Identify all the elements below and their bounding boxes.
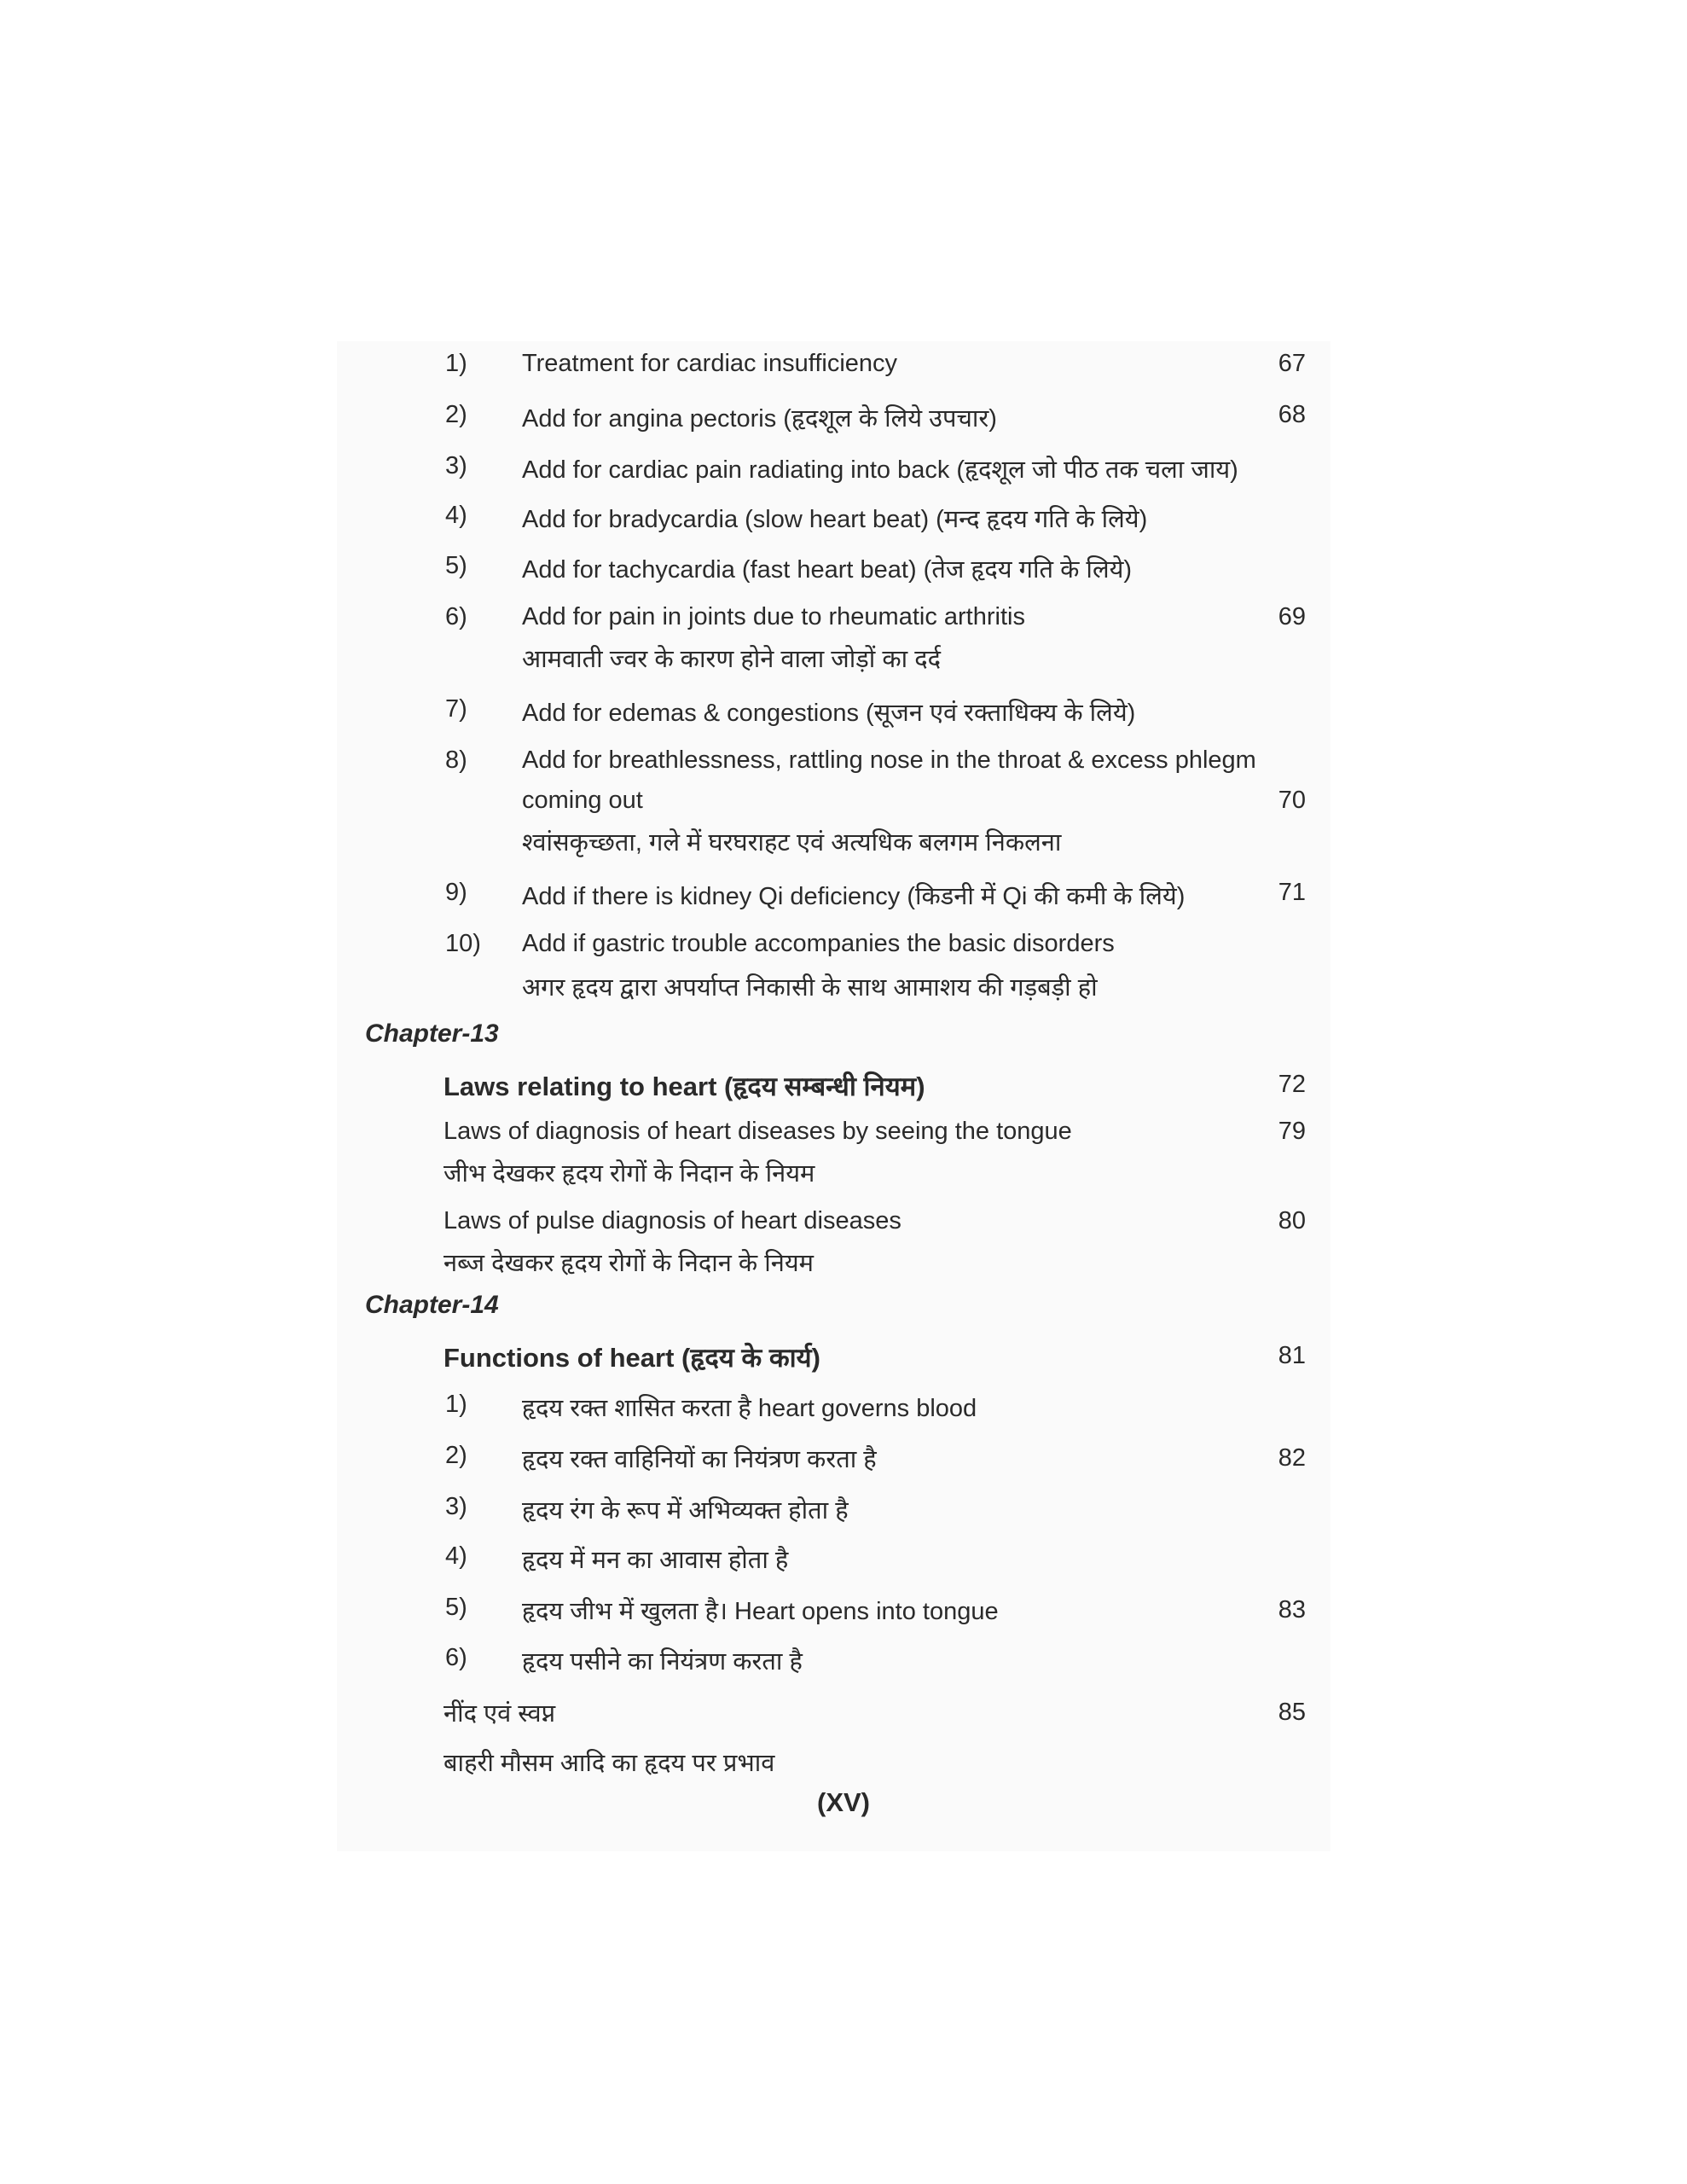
chapter-14-heading: Functions of heart (हृदय के कार्य) (443, 1343, 820, 1373)
law-text: Laws of pulse diagnosis of heart diseases (443, 1207, 901, 1234)
law-text: Laws of diagnosis of heart diseases by seeing the tongue (443, 1118, 1072, 1145)
item-text: Add for breathlessness, rattling nose in the throat & excess phlegm (522, 746, 1256, 774)
item-number: 2) (445, 401, 467, 428)
page-number: 82 (1278, 1444, 1306, 1472)
page-number: 83 (1278, 1596, 1306, 1623)
item-number: 6) (445, 1644, 467, 1671)
item-text: Add for cardiac pain radiating into back (हृदशूल जो पीठ तक चला जाय) (522, 456, 1238, 484)
item-text: Add for edemas & congestions (सूजन एवं रक्ताधिक्य के लिये) (522, 700, 1136, 727)
item-number: 5) (445, 552, 467, 579)
item-number: 7) (445, 695, 467, 723)
page-number: 71 (1278, 879, 1306, 906)
chapter-14-label: Chapter-14 (365, 1291, 499, 1319)
item-text-hindi: अगर हृदय द्वारा अपर्याप्त निकासी के साथ आमाशय की गड़बड़ी हो (522, 974, 1098, 1002)
law-text-hindi: जीभ देखकर हृदय रोगों के निदान के नियम (443, 1160, 815, 1188)
page-footer-roman: (XV) (817, 1787, 870, 1817)
item-text: हृदय रंग के रूप में अभिव्यक्त होता है (522, 1497, 849, 1525)
item-number: 3) (445, 1493, 467, 1520)
item-number: 1) (445, 1391, 467, 1418)
page-number: 81 (1278, 1342, 1306, 1369)
item-text: Add for bradycardia (slow heart beat) (मन्द हृदय गति के लिये) (522, 506, 1148, 533)
item-text: हृदय जीभ में खुलता है। Heart opens into tongue (522, 1598, 999, 1625)
page-number: 70 (1278, 787, 1306, 814)
item-number: 6) (445, 603, 467, 630)
item-text: हृदय पसीने का नियंत्रण करता है (522, 1648, 803, 1676)
chapter-13-heading: Laws relating to heart (हृदय सम्बन्धी नियम) (443, 1072, 925, 1101)
law-text-hindi: नब्ज देखकर हृदय रोगों के निदान के नियम (443, 1250, 814, 1277)
item-text: Add if gastric trouble accompanies the basic disorders (522, 930, 1115, 957)
page-number: 72 (1278, 1071, 1306, 1098)
page-number: 85 (1278, 1699, 1306, 1726)
page-number: 69 (1278, 603, 1306, 630)
item-text: Treatment for cardiac insufficiency (522, 350, 898, 377)
page-number: 79 (1278, 1118, 1306, 1145)
extra-text: नींद एवं स्वप्न (443, 1700, 556, 1728)
item-text: Add for pain in joints due to rheumatic arthritis (522, 603, 1025, 630)
item-number: 8) (445, 746, 467, 774)
item-text: हृदय रक्त वाहिनियों का नियंत्रण करता है (522, 1446, 877, 1473)
item-text-hindi: श्वांसकृच्छता, गले में घरघराहट एवं अत्यधिक बलगम निकलना (522, 829, 1062, 857)
item-text: Add for tachycardia (fast heart beat) (तेज हृदय गति के लिये) (522, 556, 1133, 584)
item-number: 10) (445, 930, 481, 957)
item-number: 2) (445, 1442, 467, 1469)
item-number: 4) (445, 502, 467, 529)
item-text: Add if there is kidney Qi deficiency (किडनी में Qi की कमी के लिये) (522, 883, 1186, 910)
page-number: 80 (1278, 1207, 1306, 1234)
item-text-hindi: आमवाती ज्वर के कारण होने वाला जोड़ों का दर्द (522, 646, 942, 673)
page-number: 67 (1278, 350, 1306, 377)
item-number: 1) (445, 350, 467, 377)
item-text: हृदय में मन का आवास होता है (522, 1547, 789, 1574)
item-text: हृदय रक्त शासित करता है heart governs blood (522, 1395, 977, 1422)
item-number: 3) (445, 452, 467, 479)
item-text: Add for angina pectoris (हृदशूल के लिये उपचार) (522, 405, 997, 433)
page-number: 68 (1278, 401, 1306, 428)
item-number: 5) (445, 1594, 467, 1621)
extra-text: बाहरी मौसम आदि का हृदय पर प्रभाव (443, 1750, 775, 1777)
item-text-cont: coming out (522, 787, 643, 814)
chapter-13-label: Chapter-13 (365, 1019, 499, 1048)
item-number: 4) (445, 1542, 467, 1570)
item-number: 9) (445, 879, 467, 906)
